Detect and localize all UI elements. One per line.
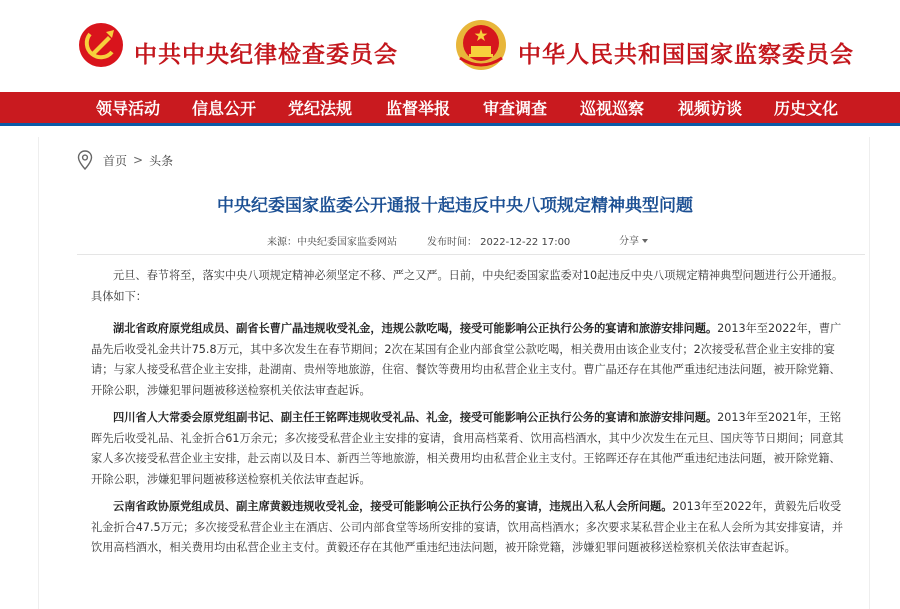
case-paragraph — [91, 408, 851, 490]
share-button[interactable] — [619, 232, 648, 247]
breadcrumb-current[interactable]: 头条 — [149, 153, 174, 168]
article-source: 来源：中央纪委国家监委网站 — [267, 237, 397, 248]
article-intro: 元旦、春节将至，落实中央八项规定精神必须坚定不移、严之又严。日前，中央纪委国家监委对10起违反中央八项规定精神典型问题进行公开通报。具体如下： — [91, 269, 844, 303]
nav-item-leadership[interactable]: 领导活动 — [96, 99, 161, 118]
site-header — [0, 0, 900, 92]
share-label: 分享 — [619, 236, 639, 247]
case-text: 2013年至2022年，黄毅先后收受礼金折合47.5万元；多次接受私营企业主在酒店、公司内部食堂等场所安排的宴请，饮用高档酒水；多次要求某私营企业主在私人会所为其安排宴请，并饮用高档酒水，相关费用均由私营企业主支付。黄毅还存在其他严重违纪违法问题，被开除党籍，涉嫌犯罪问题被移送检察机关依法审查起诉。 — [91, 500, 844, 554]
case-text: 2013年至2022年，曹广晶先后收受礼金共计75.8万元，其中多次发生在春节期间；2次在某国有企业内部食堂公款吃喝，相关费用由该企业支付；2次接受私营企业主安排的宴请；与家人接受私营企业主安排，赴湖南、贵州等地旅游，住宿、餐饮等费用均由私营企业主支付。曹广晶还存在其他严重违纪违法问题，被开除党籍、开除公职，涉嫌犯罪问题被移送检察机关依法审查起诉。 — [91, 322, 842, 397]
national-emblem-icon — [454, 18, 508, 72]
main-nav — [0, 92, 900, 126]
article-publish-time: 发布时间： 2022-12-22 17:00 — [427, 237, 571, 248]
breadcrumb-home[interactable]: 首页 — [103, 153, 128, 168]
party-committee-title: 中共中央纪律检查委员会 — [134, 41, 398, 68]
nav-item-history[interactable]: 历史文化 — [774, 99, 839, 118]
state-commission-title: 中华人民共和国国家监察委员会 — [518, 41, 854, 68]
case-lead: 云南省政协原党组成员、副主席黄毅违规收受礼金，接受可能影响公正执行公务的宴请，违规出入私人会所问题。 — [113, 500, 673, 513]
divider — [77, 254, 865, 255]
nav-item-info-disclosure[interactable]: 信息公开 — [192, 99, 257, 118]
case-paragraph — [91, 319, 851, 401]
party-emblem-icon — [78, 22, 124, 68]
nav-item-inspection[interactable]: 巡视巡察 — [580, 99, 645, 118]
breadcrumb-separator: > — [133, 153, 144, 167]
article-title: 中央纪委国家监委公开通报十起违反中央八项规定精神典型问题 — [217, 196, 693, 216]
chevron-down-icon — [642, 239, 648, 243]
nav-item-investigation[interactable]: 审查调查 — [483, 99, 548, 118]
case-lead: 四川省人大常委会原党组副书记、副主任王铭晖违规收受礼品、礼金，接受可能影响公正执行公务的宴请和旅游安排问题。 — [113, 411, 718, 424]
nav-item-regulations[interactable]: 党纪法规 — [288, 99, 353, 118]
nav-item-video[interactable]: 视频访谈 — [678, 99, 743, 118]
location-pin-icon — [77, 150, 93, 170]
case-paragraph — [91, 497, 851, 559]
nav-item-report[interactable]: 监督举报 — [386, 99, 451, 118]
article-container — [38, 137, 870, 609]
article-body — [91, 266, 851, 566]
case-lead: 湖北省政府原党组成员、副省长曹广晶违规收受礼金，违规公款吃喝，接受可能影响公正执行公务的宴请和旅游安排问题。 — [113, 322, 718, 335]
case-text: 2013年至2021年，王铭晖先后收受礼品、礼金折合61万余元；多次接受私营企业主安排的宴请，食用高档菜肴、饮用高档酒水，其中少次发生在元旦、国庆等节日期间；同意其家人多次接受私营企业主安排，赴云南以及日本、新西兰等地旅游，相关费用均由私营企业主支付。王铭晖还存在其他严重违纪违法问题，被开除党籍、开除公职，涉嫌犯罪问题被移送检察机关依法审查起诉。 — [91, 411, 844, 486]
breadcrumb — [77, 149, 173, 171]
